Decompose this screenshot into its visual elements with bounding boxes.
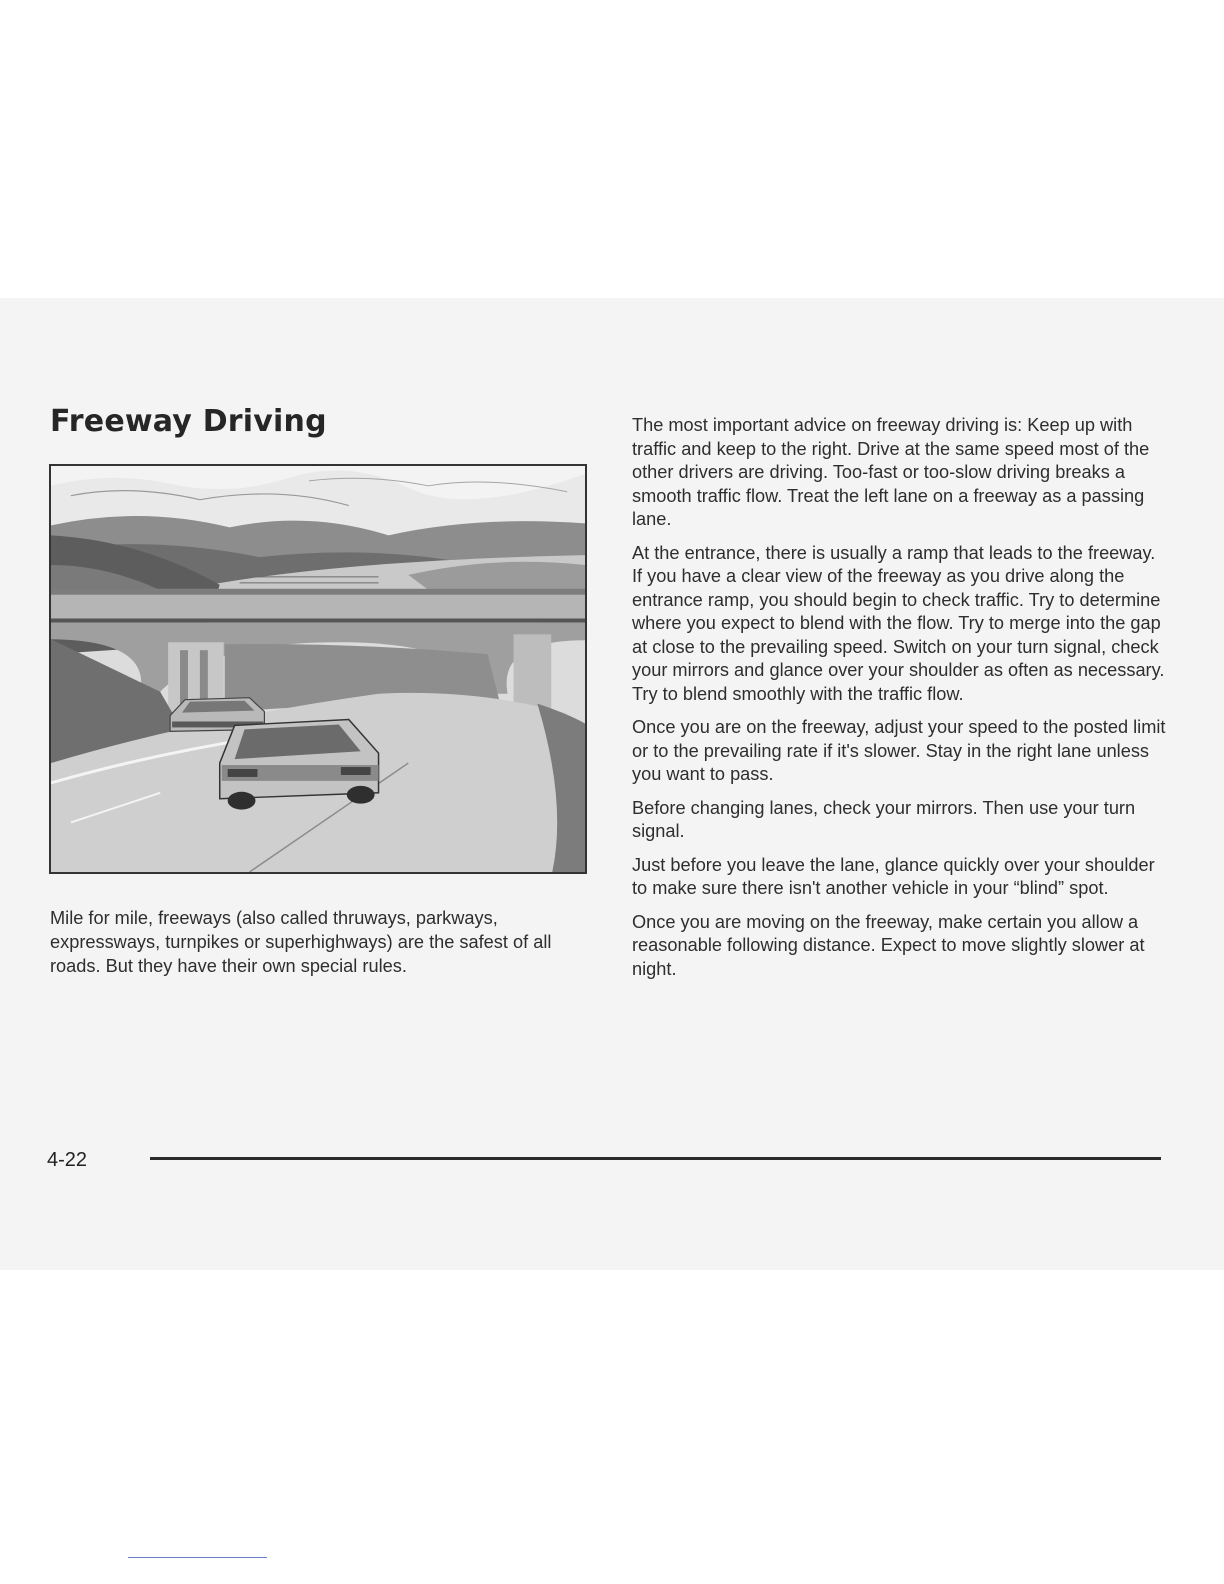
freeway-overpass-illustration xyxy=(49,464,587,874)
bottom-link-underline xyxy=(128,1557,267,1558)
section-heading: Freeway Driving xyxy=(50,404,327,439)
footer-divider xyxy=(150,1157,1161,1160)
speed-paragraph: Once you are on the freeway, adjust your speed to the posted limit or to the prevailing rate if it's slower. Stay in the right lane unless you want to pass. xyxy=(632,717,1166,784)
page-number: 4-22 xyxy=(47,1149,88,1171)
entrance-paragraph: At the entrance, there is usually a ramp that leads to the freeway. If you have a clear view of the freeway as you drive along the entrance ramp, you should begin to check traffic. Try to determine where you expect to blend with the flow. Try to merge into the gap at close to the prevailing speed. Switch on your turn signal, check your mirrors and glance over your shoulder as often as necessary. Try to blend smoothly with the traffic flow. xyxy=(632,542,1165,704)
intro-paragraph: Mile for mile, freeways (also called thruways, parkways, expressways, turnpikes or superhighways) are the safest of all roads. But they have their own special rules. xyxy=(50,908,552,976)
following-distance-paragraph: Once you are moving on the freeway, make certain you allow a reasonable following distance. Expect to move slightly slower at night. xyxy=(632,911,1145,979)
advice-paragraph: The most important advice on freeway driving is: Keep up with traffic and keep to the right. Drive at the same speed most of the other drivers are driving. Too-fast or too-slow driving breaks a smooth traffic flow. Treat the left lane on a freeway as a passing lane. xyxy=(632,415,1150,529)
freeway-illustration-icon xyxy=(51,466,585,872)
right-column xyxy=(632,414,1170,991)
lane-change-paragraph: Before changing lanes, check your mirrors. Then use your turn signal. xyxy=(632,797,1136,841)
blind-spot-paragraph: Just before you leave the lane, glance quickly over your shoulder to make sure there isn't another vehicle in your “blind” spot. xyxy=(632,854,1155,898)
